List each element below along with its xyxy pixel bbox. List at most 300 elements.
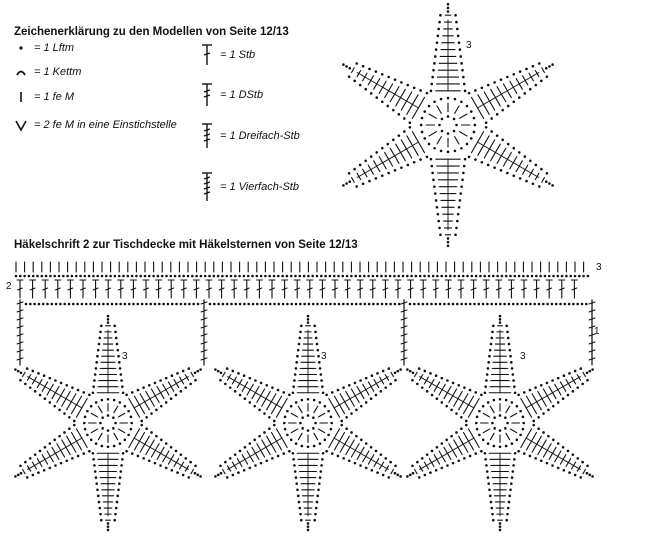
chain-dot [476, 416, 479, 419]
chain-dot [265, 459, 268, 462]
chain-dot [271, 457, 274, 460]
chain-dot [538, 303, 541, 306]
chain-dot [460, 416, 463, 419]
chain-dot [509, 488, 512, 491]
chain-dot [478, 303, 481, 306]
chain-dot [321, 458, 324, 461]
chain-dot [355, 435, 358, 438]
chain-dot [301, 416, 304, 419]
round-1-stitch [91, 429, 98, 433]
chain-dot [49, 275, 52, 278]
chain-dot [98, 337, 101, 340]
chain-dot [182, 474, 185, 477]
chain-dot [330, 422, 333, 425]
chain-dot [217, 370, 220, 373]
chain-dot [557, 275, 560, 278]
chain-dot [426, 453, 429, 456]
chain-dot [453, 275, 456, 278]
chain-dot [551, 63, 554, 66]
chain-dot [180, 303, 183, 306]
chain-dot [249, 401, 252, 404]
chain-dot [382, 474, 385, 477]
chain-dot [430, 83, 433, 86]
chain-dot [315, 337, 318, 340]
chain-dot [435, 469, 438, 472]
chain-dot [113, 325, 116, 328]
chain-dot [120, 470, 123, 473]
chain-dot [473, 117, 476, 120]
chain-dot [557, 442, 560, 445]
chain-dot [39, 394, 42, 397]
chain-dot [512, 379, 515, 382]
round-1-stitch [510, 429, 517, 433]
chain-dot [458, 275, 461, 278]
chain-dot [430, 303, 433, 306]
chain-dot [546, 303, 549, 306]
round-1-stitch [114, 406, 118, 413]
chain-dot [563, 469, 566, 472]
chain-dot [431, 76, 434, 79]
chain-dot [491, 331, 494, 334]
chain-dot [278, 303, 281, 306]
chain-dot [49, 442, 52, 445]
arm-stitch [415, 470, 417, 474]
chain-dot [92, 391, 95, 394]
star-arm [92, 315, 125, 394]
chain-dot [317, 488, 320, 491]
chain-dot [398, 113, 401, 116]
chain-dot [359, 303, 362, 306]
chain-dot [441, 118, 444, 121]
chain-dot [546, 462, 549, 465]
chain-dot [99, 331, 102, 334]
chain-dot [574, 474, 577, 477]
chain-dot [294, 275, 297, 278]
chain-dot [44, 397, 47, 400]
chain-dot [111, 303, 114, 306]
chain-dot [229, 386, 232, 389]
chain-dot [318, 482, 321, 485]
chain-dot [452, 382, 455, 385]
chain-dot [86, 410, 89, 413]
chain-dot [19, 275, 22, 278]
chain-dot [298, 343, 301, 346]
chain-dot [109, 275, 112, 278]
chain-dot [474, 158, 477, 161]
chain-dot [119, 476, 122, 479]
star-arm [430, 3, 467, 92]
chain-dot [115, 303, 118, 306]
chain-dot [28, 275, 31, 278]
chain-dot [43, 374, 46, 377]
chain-dot [375, 394, 378, 397]
chain-dot [199, 368, 202, 371]
chain-dot [204, 275, 207, 278]
round-1-stitch [483, 429, 490, 433]
chain-dot [256, 303, 259, 306]
chain-dot [307, 398, 310, 401]
chain-dot [501, 139, 504, 142]
chain-dot [545, 180, 548, 183]
chain-dot [338, 303, 341, 306]
chain-dot [131, 391, 134, 394]
star-arm [484, 315, 517, 394]
chain-dot [387, 76, 390, 79]
chain-dot [466, 105, 469, 108]
chain-dot [393, 275, 396, 278]
chain-dot [290, 303, 293, 306]
chain-dot [119, 442, 122, 445]
chain-dot [295, 442, 298, 445]
chain-dot [119, 303, 122, 306]
chain-dot [254, 464, 257, 467]
chain-dot [297, 349, 300, 352]
chain-dot [68, 303, 71, 306]
chain-dot [434, 55, 437, 58]
chain-dot [445, 405, 448, 408]
chain-dot [380, 453, 383, 456]
chain-dot [140, 420, 143, 423]
round-1-stitch [298, 406, 302, 413]
chain-dot [452, 462, 455, 465]
chain-dot [508, 495, 511, 498]
chain-dot [157, 275, 160, 278]
chain-dot [525, 68, 528, 71]
chain-dot [101, 445, 104, 448]
chain-dot [440, 150, 443, 153]
round-1-stitch [429, 132, 436, 136]
chain-dot [32, 370, 35, 373]
chain-dot [507, 337, 510, 340]
legend-label: = 1 Vierfach-Stb [220, 181, 299, 193]
chain-dot [118, 361, 121, 364]
chain-dot [433, 185, 436, 188]
chain-dot [314, 513, 317, 516]
chain-dot [145, 427, 148, 430]
chain-dot [348, 67, 351, 70]
chain-dot [125, 393, 128, 396]
chain-dot [493, 427, 496, 430]
chain-dot [430, 165, 433, 168]
chain-dot [568, 303, 571, 306]
chain-dot [97, 495, 100, 498]
star-arm [325, 424, 402, 479]
chain-dot [39, 450, 42, 453]
chain-dot [372, 275, 375, 278]
chain-dot [214, 475, 217, 478]
chain-dot [413, 86, 416, 89]
chain-dot [447, 97, 450, 100]
chain-dot [501, 109, 504, 112]
chain-dot [196, 370, 199, 373]
chain-dot [84, 416, 87, 419]
chain-dot [115, 337, 118, 340]
chain-dot [445, 275, 448, 278]
chain-dot [62, 275, 65, 278]
chain-dot [532, 420, 535, 423]
chain-dot [307, 529, 310, 532]
chain-dot [324, 405, 327, 408]
chain-dot [508, 501, 511, 504]
chain-dot [485, 379, 488, 382]
chain-dot [154, 303, 157, 306]
chain-dot [426, 390, 429, 393]
chain-dot [99, 513, 102, 516]
chain-dot [572, 303, 575, 306]
chain-dot [121, 458, 124, 461]
chain-dot [320, 379, 323, 382]
chain-dot [17, 474, 20, 477]
chain-dot [180, 453, 183, 456]
chain-dot [14, 368, 17, 371]
chain-dot [131, 452, 134, 455]
chain-dot [32, 275, 35, 278]
chain-dot [591, 368, 594, 371]
chain-dot [446, 379, 449, 382]
chain-dot [496, 275, 499, 278]
chain-dot [162, 303, 165, 306]
chain-dot [376, 303, 379, 306]
chain-dot [125, 450, 128, 453]
chain-dot [260, 275, 263, 278]
chain-dot [286, 434, 289, 437]
chain-dot [288, 450, 291, 453]
chain-dot [154, 462, 157, 465]
chain-dot [184, 386, 187, 389]
chain-dot [360, 439, 363, 442]
chain-dot [299, 275, 302, 278]
chain-dot [331, 452, 334, 455]
arm-stitch [391, 372, 393, 376]
chain-dot [460, 62, 463, 65]
chain-dot [453, 118, 456, 121]
chain-dot [251, 275, 254, 278]
chain-dot [409, 303, 412, 306]
chain-dot [546, 382, 549, 385]
chain-dot [114, 422, 117, 425]
chain-dot [58, 275, 61, 278]
chain-dot [107, 321, 110, 324]
chain-dot [375, 450, 378, 453]
chain-dot [359, 275, 362, 278]
chain-dot [97, 349, 100, 352]
chain-dot [540, 459, 543, 462]
chain-dot [454, 98, 457, 101]
chain-dot [514, 275, 517, 278]
chain-dot [312, 427, 315, 430]
chain-dot [359, 464, 362, 467]
chain-dot [81, 303, 84, 306]
arm-stitch [191, 470, 193, 474]
chain-dot [301, 399, 304, 402]
chain-dot [170, 397, 173, 400]
chain-dot [568, 372, 571, 375]
chain-dot [359, 379, 362, 382]
chain-dot [299, 422, 302, 425]
chain-dot [375, 96, 378, 99]
chain-dot [499, 445, 502, 448]
chain-dot [572, 390, 575, 393]
chain-dot [576, 303, 579, 306]
chain-dot [292, 385, 295, 388]
chain-dot [480, 450, 483, 453]
chain-dot [300, 325, 303, 328]
chain-dot [142, 386, 145, 389]
chain-dot [20, 371, 23, 374]
chain-dot [312, 303, 315, 306]
chain-dot [431, 394, 434, 397]
chain-dot [113, 399, 116, 402]
chain-dot [116, 495, 119, 498]
chain-dot [234, 453, 237, 456]
chain-dot [174, 275, 177, 278]
chain-dot [88, 450, 91, 453]
chain-dot [492, 275, 495, 278]
chain-dot [409, 121, 412, 124]
chain-dot [114, 513, 117, 516]
chain-dot [474, 124, 477, 127]
chain-dot [187, 275, 190, 278]
chain-dot [465, 424, 468, 427]
chain-dot [432, 275, 435, 278]
arm-stitch [542, 68, 545, 73]
chain-dot [150, 412, 153, 415]
chain-dot [65, 384, 68, 387]
chain-dot [548, 182, 551, 185]
chain-dot [508, 349, 511, 352]
chain-dot [292, 391, 295, 394]
chain-dot [19, 379, 22, 382]
chain-dot [342, 275, 345, 278]
legend-label: = 2 fe M in eine Einstichstelle [34, 119, 177, 131]
chain-dot [307, 315, 310, 318]
chain-dot [322, 391, 325, 394]
chain-dot [518, 275, 521, 278]
chain-dot [486, 303, 489, 306]
chain-dot [342, 63, 345, 66]
chain-dot [455, 21, 458, 24]
chain-dot [460, 427, 463, 430]
chain-dot [387, 172, 390, 175]
chain-dot [462, 76, 465, 79]
chain-dot [77, 455, 80, 458]
chain-dot [354, 462, 357, 465]
chain-dot [98, 507, 101, 510]
chain-dot [175, 450, 178, 453]
chain-dot [478, 410, 481, 413]
chain-dot [386, 105, 389, 108]
chain-dot [474, 391, 477, 394]
chain-dot [406, 475, 409, 478]
round-1-stitch [298, 433, 302, 440]
chain-dot [473, 303, 476, 306]
chain-dot [77, 389, 80, 392]
chain-dot [243, 303, 246, 306]
chain-dot [413, 161, 416, 164]
chain-dot [95, 482, 98, 485]
chain-dot [435, 374, 438, 377]
chain-dot [320, 373, 323, 376]
chain-dot [435, 199, 438, 202]
chain-dot [440, 98, 443, 101]
chain-dot [529, 88, 532, 91]
chain-dot [512, 100, 515, 103]
chain-dot [312, 416, 315, 419]
chain-dot [308, 303, 311, 306]
arm-stitch [583, 470, 585, 474]
chain-dot [380, 390, 383, 393]
chain-dot [436, 446, 439, 449]
round-1-stitch [506, 406, 510, 413]
chain-dot [492, 325, 495, 328]
chain-dot [132, 303, 135, 306]
chain-dot [394, 303, 397, 306]
chain-dot [388, 476, 391, 479]
chain-dot [456, 28, 459, 31]
chain-dot [585, 303, 588, 306]
chain-dot [171, 469, 174, 472]
chain-dot [286, 275, 289, 278]
chain-dot [416, 383, 419, 386]
chain-dot [468, 92, 471, 95]
chain-dot [447, 3, 450, 6]
chain-dot [329, 303, 332, 306]
chain-dot [120, 464, 123, 467]
round-1-stitch [118, 413, 125, 417]
arm-stitch [391, 470, 393, 474]
chain-dot [499, 414, 502, 417]
chain-dot [586, 371, 589, 374]
chain-dot [454, 14, 457, 17]
chain-dot [295, 361, 298, 364]
chain-dot [165, 467, 168, 470]
chain-dot [551, 303, 554, 306]
chain-dot [516, 439, 519, 442]
chain-dot [107, 414, 110, 417]
chain-dot [418, 476, 421, 479]
chain-dot [523, 391, 526, 394]
chain-dot [500, 78, 503, 81]
chain-dot [230, 275, 233, 278]
chain-dot [376, 372, 379, 375]
legend-label: = 1 Kettm [34, 66, 82, 78]
chain-dot [482, 303, 485, 306]
chain-dot [102, 303, 105, 306]
chain-dot [526, 275, 529, 278]
chain-dot [441, 401, 444, 404]
chain-dot [439, 303, 442, 306]
chain-dot [437, 220, 440, 223]
chain-dot [226, 476, 229, 479]
chain-dot [88, 275, 91, 278]
chain-dot [350, 275, 353, 278]
chain-dot [331, 391, 334, 394]
chain-dot [48, 377, 51, 380]
chain-dot [213, 303, 216, 306]
chain-dot [490, 303, 493, 306]
chain-dot [447, 115, 450, 118]
chain-dot [38, 303, 41, 306]
chain-dot [176, 471, 179, 474]
chain-dot [71, 275, 74, 278]
chain-dot [474, 89, 477, 92]
chain-dot [460, 303, 463, 306]
chain-dot [503, 303, 506, 306]
chain-dot [273, 420, 276, 423]
chain-dot [243, 275, 246, 278]
chain-dot [512, 470, 515, 473]
round-1-stitch [460, 114, 467, 118]
